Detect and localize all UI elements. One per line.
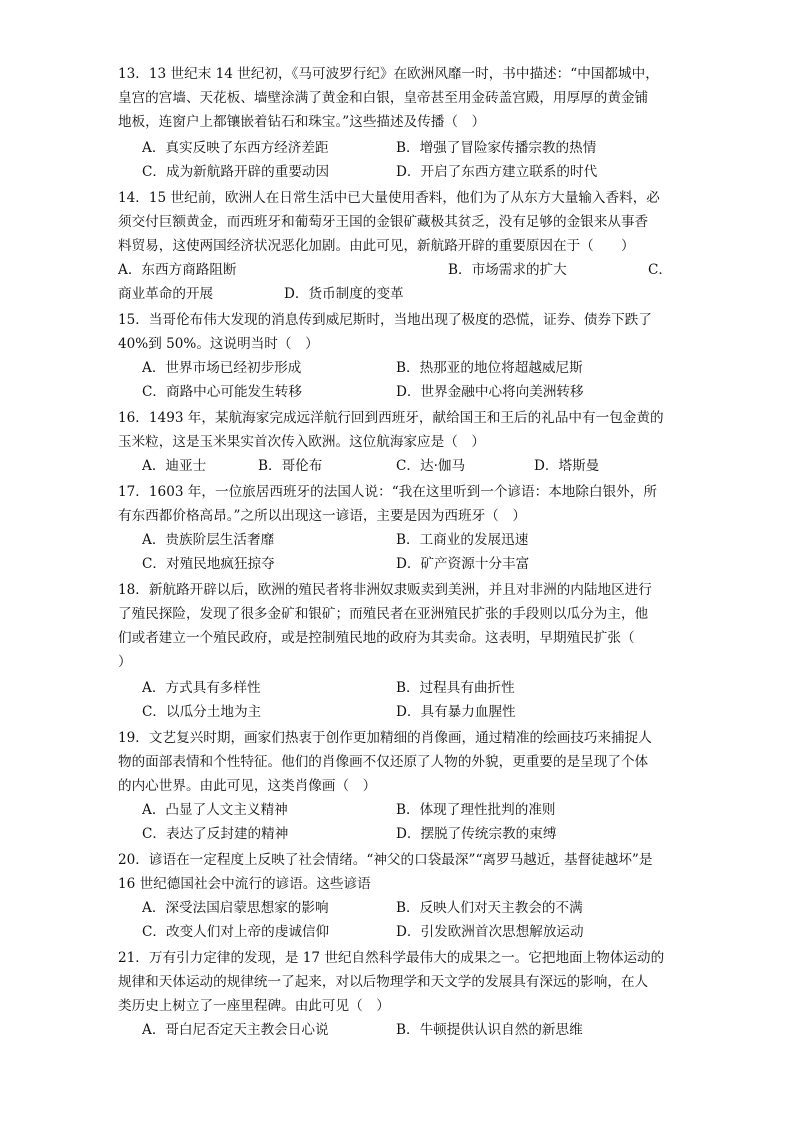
q17-option-c: C．对殖民地疯狂掠夺: [142, 556, 275, 572]
q19-option-c: C．表达了反封建的精神: [142, 826, 289, 842]
q19-stem-line-3: 的内心世界。由此可见，这类肖像画（ ）: [118, 778, 377, 794]
q17-stem-line-2: 有东西都价格高昂。”之所以出现这一谚语，主要是因为西班牙（ ）: [118, 508, 526, 524]
q13-option-b: B．增强了冒险家传播宗教的热情: [396, 140, 597, 156]
q14-option-b: B．市场需求的扩大: [448, 262, 567, 278]
q16-option-c: C．达·伽马: [396, 458, 466, 474]
q13-option-d: D．开启了东西方建立联系的时代: [396, 164, 598, 180]
q21-stem-line-3: 类历史上树立了一座里程碑。由此可见（ ）: [118, 998, 390, 1014]
q20-stem-line-1: 20．谚语在一定程度上反映了社会情绪。“神父的口袋最深”“离罗马越近，基督徒越坏”是: [118, 852, 653, 868]
q21-option-b: B．牛顿提供认识自然的新思维: [396, 1022, 583, 1038]
q13-stem-line-3: 地板，连窗户上都镶嵌着钻石和珠宝。”这些描述及传播（ ）: [118, 114, 486, 130]
q13-stem-line-1: 13．13 世纪末 14 世纪初，《马可波罗行纪》在欧洲风靡一时，书中描述：“中国都城中，: [118, 66, 659, 82]
q18-stem-line-1: 18．新航路开辟以后，欧洲的殖民者将非洲奴隶贩卖到美洲，并且对非洲的内陆地区进行: [118, 582, 652, 598]
q21-stem-line-2: 规律和天体运动的规律统一了起来，对以后物理学和天文学的发展具有深远的影响，在人: [118, 974, 649, 990]
q18-option-a: A．方式具有多样性: [142, 680, 261, 696]
q20-option-c: C．改变人们对上帝的虔诚信仰: [142, 924, 330, 940]
q13-option-c: C．成为新航路开辟的重要动因: [142, 164, 330, 180]
q14-stem-line-3: 料贸易，这使两国经济状况恶化加剧。由此可见，新航路开辟的重要原因在于（ ）: [118, 238, 635, 254]
q14-option-c-label: C．: [648, 262, 672, 278]
q15-option-b: B．热那亚的地位将超越威尼斯: [396, 360, 583, 376]
q18-stem-line-2: 了殖民探险，发现了很多金矿和银矿；而殖民者在亚洲殖民扩张的手段则以瓜分为主，他: [118, 606, 649, 622]
q17-option-b: B．工商业的发展迅速: [396, 532, 529, 548]
q20-option-d: D．引发欧洲首次思想解放运动: [396, 924, 584, 940]
q16-option-a: A．迪亚士: [142, 458, 207, 474]
q14-option-d: D．货币制度的变革: [284, 286, 404, 302]
q18-option-c: C．以瓜分土地为主: [142, 704, 262, 720]
q15-stem-line-2: 40%到 50%。这说明当时（ ）: [118, 336, 319, 352]
q14-option-c-text: 商业革命的开展: [118, 286, 214, 302]
q18-option-d: D．具有暴力血腥性: [396, 704, 516, 720]
q15-option-a: A．世界市场已经初步形成: [142, 360, 302, 376]
q19-stem-line-2: 物的面部表情和个性特征。他们的肖像画不仅还原了人物的外貌，更重要的是呈现了个体: [118, 754, 649, 770]
q14-option-a: A．东西方商路阻断: [118, 262, 237, 278]
q21-stem-line-1: 21．万有引力定律的发现，是 17 世纪自然科学最伟大的成果之一。它把地面上物体运动的: [118, 950, 665, 966]
q15-option-c: C．商路中心可能发生转移: [142, 384, 302, 400]
q18-stem-line-3: 们或者建立一个殖民政府，或是控制殖民地的政府为其卖命。这表明，早期殖民扩张（: [118, 630, 635, 646]
q20-option-b: B．反映人们对天主教会的不满: [396, 900, 583, 916]
q17-option-d: D．矿产资源十分丰富: [396, 556, 530, 572]
q18-stem-line-4: ）: [118, 654, 132, 670]
q13-stem-line-2: 皇宫的宫墙、天花板、墙壁涂满了黄金和白银，皇帝甚至用金砖盖宫殿，用厚厚的黄金铺: [118, 90, 649, 106]
q19-option-d: D．摆脱了传统宗教的束缚: [396, 826, 557, 842]
q16-option-b: B．哥伦布: [258, 458, 323, 474]
q20-stem-line-2: 16 世纪德国社会中流行的谚语。这些谚语: [118, 876, 371, 892]
q19-stem-line-1: 19．文艺复兴时期，画家们热衷于创作更加精细的肖像画，通过精准的绘画技巧来捕捉人: [118, 730, 652, 746]
q16-option-d: D．塔斯曼: [534, 458, 600, 474]
q16-stem-line-2: 玉米粒，这是玉米果实首次传入欧洲。这位航海家应是（ ）: [118, 434, 486, 450]
q13-option-a: A．真实反映了东西方经济差距: [142, 140, 329, 156]
q17-option-a: A．贵族阶层生活奢靡: [142, 532, 275, 548]
q17-stem-line-1: 17．1603 年，一位旅居西班牙的法国人说：“我在这里听到一个谚语：本地除白银外，所: [118, 484, 657, 500]
q20-option-a: A．深受法国启蒙思想家的影响: [142, 900, 329, 916]
q14-stem-line-1: 14．15 世纪前，欧洲人在日常生活中已大量使用香料，他们为了从东方大量输入香料，必: [118, 190, 660, 206]
q14-stem-line-2: 须交付巨额黄金，而西班牙和葡萄牙王国的金银矿藏极其贫乏，没有足够的金银来从事香: [118, 214, 649, 230]
q16-stem-line-1: 16．1493 年，某航海家完成远洋航行回到西班牙，献给国王和王后的礼品中有一包金黄的: [118, 410, 664, 426]
q15-option-d: D．世界金融中心将向美洲转移: [396, 384, 584, 400]
q21-option-a: A．哥白尼否定天主教会日心说: [142, 1022, 329, 1038]
q15-stem-line-1: 15．当哥伦布伟大发现的消息传到威尼斯时，当地出现了极度的恐慌，证券、债券下跌了: [118, 312, 652, 328]
q18-option-b: B．过程具有曲折性: [396, 680, 515, 696]
q19-option-b: B．体现了理性批判的准则: [396, 802, 556, 818]
q19-option-a: A．凸显了人文主义精神: [142, 802, 288, 818]
